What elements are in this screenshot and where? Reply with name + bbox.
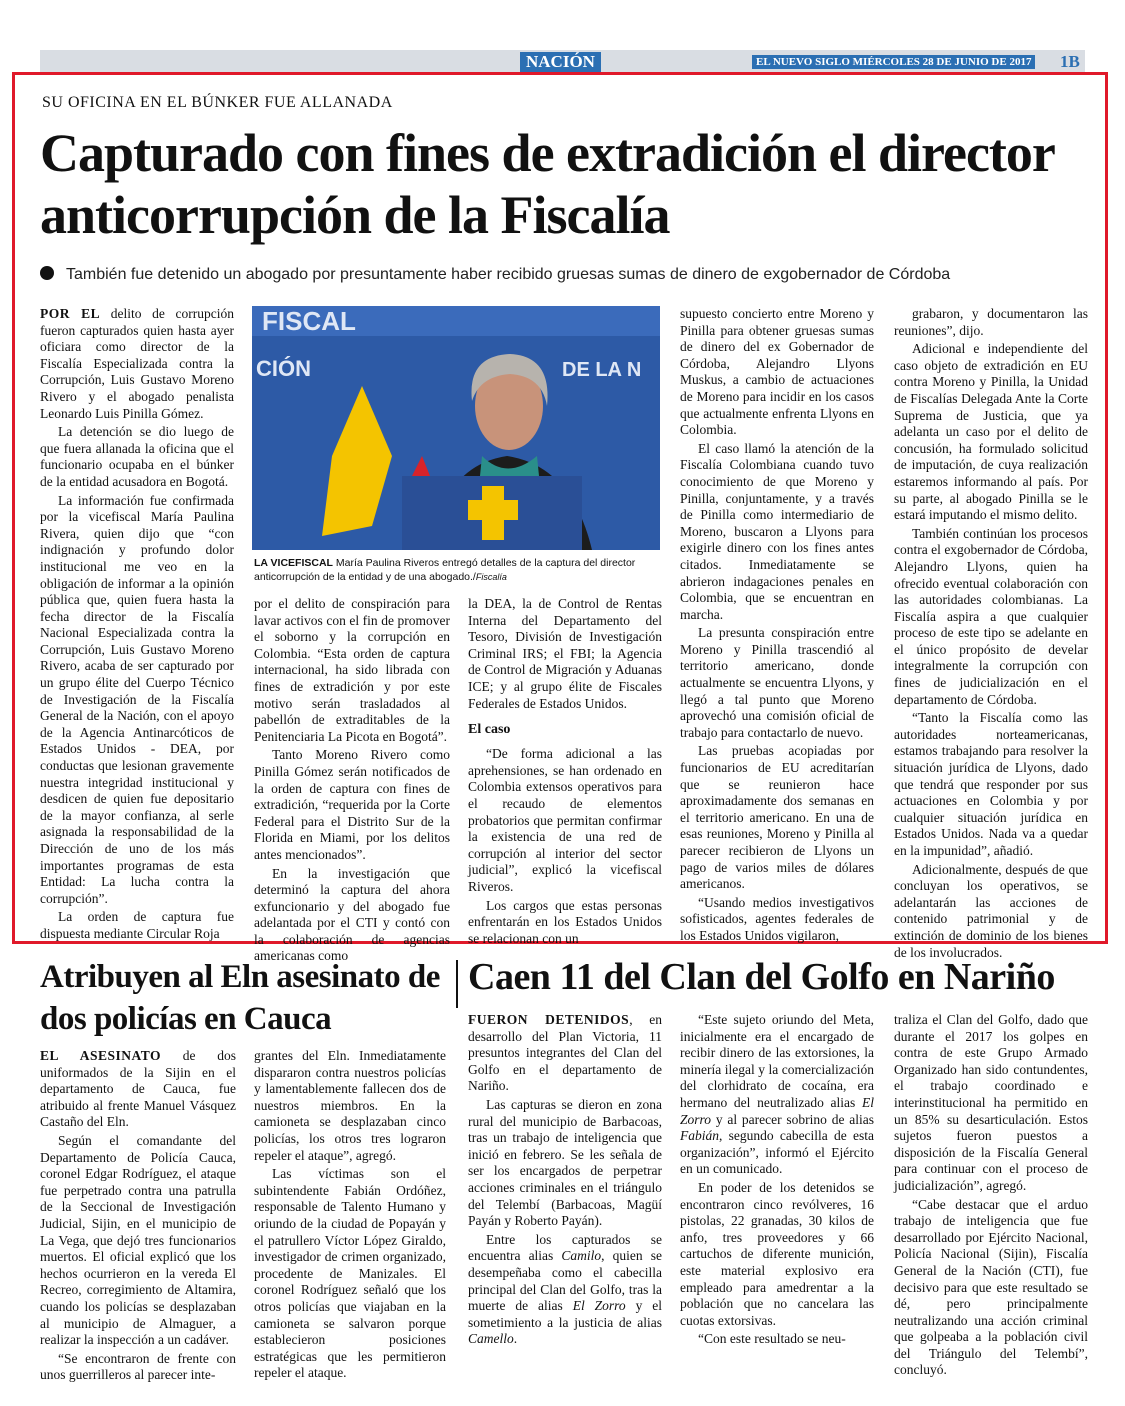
paragraph: Las capturas se dieron en zona rural del municipio de Barbacoas, tras un trabajo de inteligencia que inició en febrero. Se les señala de ser los encargados de perpetrar acciones criminales en el triángulo del Telembí (Barbacoas, Magüí Payán y Roberto Payán). <box>468 1096 662 1229</box>
vicefiscal-photo-illustration <box>252 306 660 550</box>
lead-in: EL ASESINATO <box>40 1048 162 1063</box>
paragraph: grabaron, y documentaron las reuniones”, dijo. <box>894 306 1088 338</box>
paragraph: En la investigación que determinó la captura del ahora exfuncionario y del abogado fue adelantada por el CTI y contó con la colaboración de agencias americanas como <box>254 865 450 964</box>
paragraph: “Con este resultado se neu- <box>698 1331 846 1347</box>
paragraph: Adicionalmente, después de que concluyan los operativos, se adelantarán las acciones de contenido patrimonial y de extinción de dominio de los bienes de los involucrados. <box>894 861 1088 960</box>
paragraph: grantes del Eln. Inmediatamente dispararon contra nuestros policías y lamentablemente fallecen dos de nuestros miembros. En la camioneta se desplazaban cinco policías, los otros tres lograron repeler el ataque”, agregó. <box>254 1048 446 1163</box>
paragraph-text: . <box>513 1331 518 1347</box>
story2-column-1 <box>40 1048 236 1386</box>
alias-name: El Zorro <box>680 1094 874 1127</box>
kicker: SU OFICINA EN EL BÚNKER FUE ALLANADA <box>42 94 393 111</box>
lead-in: FUERON DETENIDOS <box>468 1012 630 1027</box>
paragraph <box>40 1048 236 1131</box>
story3-column-3 <box>894 1012 1088 1381</box>
vicefiscal-photo <box>252 306 660 550</box>
paragraph-text: , quien se desempeñaba como el cabecilla principal del Clan del Golfo, tras la muerte de alias <box>468 1248 662 1314</box>
story2-headline: Atribuyen al Eln asesinato de dos policías en Cauca <box>40 959 440 1037</box>
paragraph: “Cabe destacar que el arduo trabajo de inteligencia que fue desarrollado por Ejército Nacional, Policía Nacional (Sijin), Fiscalía General de la Nación (CTI), fue decisivo para que este resultado se dé, pero principalmente neutralizando una acción criminal que golpeaba a la población civil del Triángulo del Telembí”, concluyó. <box>894 1196 1088 1378</box>
paragraph <box>468 1012 662 1095</box>
section-subhead: El caso <box>468 722 511 738</box>
sign-text: DE LA N <box>562 359 642 381</box>
alias-name: Camilo <box>561 1248 602 1264</box>
headline-divider <box>456 960 458 1008</box>
paragraph-text: delito de corrupción fueron capturados quien hasta ayer oficiara como director de la Fiscalía Especializada contra la Corrupción, Luis Gustavo Moreno Rivero y el abogado penalista Leonardo Luis Pinilla Gómez. <box>40 306 235 421</box>
page-number: 1B <box>1060 52 1080 71</box>
paragraph: “De forma adicional a las aprehensiones, se han ordenado en Colombia extensos operativos para el recaudo de elementos probatorios que permitan confirmar la existencia de una red de corrupción al interior del sector judicial”, explicó la vicefiscal Riveros. <box>468 746 662 894</box>
paragraph: También continúan los procesos contra el exgobernador de Córdoba, Alejandro Llyons, quien ha ofrecido eventual colaboración con las autoridades colombianas. La Fiscalía aspira a que cualquier proceso de este tipo se adelante en el único propósito de develar integralmente la corrupción con fines de judicialización en el departamento de Córdoba. <box>894 525 1088 707</box>
paragraph-text: de dos uniformados de la Sijin en el departamento de Cauca, fue atribuido al frente Manuel Vásquez Castaño del Eln. <box>40 1048 236 1130</box>
paragraph: Tanto Moreno Rivero como Pinilla Gómez serán notificados de la orden de captura con fines de extradición, “requerida por la Corte Federal para el Distrito Sur de la Florida en Miami, por los delitos antes mencionados”. <box>254 747 450 862</box>
paragraph: En poder de los detenidos se encontraron cinco revólveres, 16 pistolas, 22 granadas, 30 kilos de anfo, tres proveedores y 66 cartuchos de diferente munición, este material explosivo era empleado para amedrentar a la población que no cancelara las cuotas extorsivas. <box>680 1179 874 1328</box>
paragraph: La presunta conspiración entre Moreno y Pinilla trascendió al territorio americano, donde actualmente se encuentra Llyons, y llegó a tal punto que Moreno aprovechó una comisión oficial de trabajo para contactarlo de nuevo. <box>680 625 874 740</box>
photo-credit: Fiscalía <box>475 572 507 582</box>
paragraph-text: y el sometimiento a la justicia de alias <box>468 1298 663 1330</box>
paragraph <box>680 1012 874 1178</box>
paragraph: “Se encontraron de frente con unos guerrilleros al parecer inte- <box>40 1350 236 1383</box>
paragraph: “Tanto la Fiscalía como las autoridades norteamericanas, estamos trabajando para resolver la situación jurídica de Llyons, dado que tendrá que responder por sus actuaciones en Colombia y por cualquier situación jurídica en Estados Unidos. Nada va a quedar en la impunidad”, añadió. <box>894 710 1088 858</box>
photo-caption <box>254 556 664 584</box>
alias-name: Camello <box>468 1331 514 1347</box>
main-story-column-2 <box>254 596 450 967</box>
story3-column-1 <box>468 1012 662 1350</box>
publication-date: EL NUEVO SIGLO MIÉRCOLES 28 DE JUNIO DE 2017 <box>752 55 1035 69</box>
section-name: NACIÓN <box>520 52 601 72</box>
main-headline: Capturado con fines de extradición el director anticorrupción de la Fiscalía <box>40 123 1054 245</box>
paragraph-text: , en desarrollo del Plan Victoria, 11 presuntos integrantes del Clan del Golfo en el departamento de Nariño. <box>468 1012 662 1094</box>
paragraph: La orden de captura fue dispuesta mediante Circular Roja <box>40 909 234 941</box>
story2-column-2 <box>254 1048 446 1384</box>
paragraph-text: “Este sujeto oriundo del Meta, inicialmente era el encargado de recibir dinero de las extorsiones, la minería ilegal y la comercialización del clorhidrato de cocaína, era hermano del neutralizado alias <box>680 1012 874 1110</box>
paragraph: Adicional e independiente del caso objeto de extradición en EU contra Moreno y Pinilla, la Unidad de Fiscalías Delegada Ante la Corte Suprema de Justicia, que ya adelanta un caso por el delito de concusión, ha formulado solicitud de imputación, de cuya realización estaremos informando al país. Por su parte, al abogado Pinilla se le estará imputando el mismo delito. <box>894 341 1088 523</box>
paragraph: supuesto concierto entre Moreno y Pinilla para obtener gruesas sumas de dinero del ex Gobernador de Córdoba, Alejandro Llyons Muskus, a cambio de actuaciones de Moreno para incidir en los casos que actualmente enfrenta Llyons en Colombia. <box>680 306 874 438</box>
paragraph: traliza el Clan del Golfo, dado que durante el 2017 los golpes en contra de este Grupo Armado Organizado han sido contundentes, el trabajo coordinado e interinstitucional ha permitido en un 85% su desarticulación. Estos sujetos fueron puestos a disposición de la Fiscalía General para continuar con el proceso de judicialización”, agregó. <box>894 1012 1088 1193</box>
alias-name: El Zorro <box>572 1298 626 1314</box>
main-story-column-5 <box>894 306 1088 963</box>
paragraph: Las víctimas son el subintendente Fabián Ordóñez, responsable de Talento Humano y oriundo de la ciudad de Popayán y el patrullero Víctor López Giraldo, investigador de crimen organizado, procedente de Manizales. El coronel Rodríguez señaló que los otros policías que viajaban en la camioneta se salvaron porque establecieron posiciones estratégicas que les permitieron repeler el ataque. <box>254 1166 446 1381</box>
paragraph: la DEA, la de Control de Rentas Interna del Departamento del Tesoro, División de Investigación Criminal IRS; el FBI; la Agencia de Control de Migración y Aduanas ICE; y al grupo élite de Fiscales Federales de Estados Unidos. <box>468 596 662 711</box>
sign-text: CIÓN <box>256 356 311 381</box>
main-story-column-3 <box>468 596 662 949</box>
subheadline-text: También fue detenido un abogado por presuntamente haber recibido gruesas sumas de dinero de exgobernador de Córdoba <box>66 266 951 283</box>
caption-text: María Paulina Riveros entregó detalles de la captura del director anticorrupción de la entidad y de una abogado./ <box>254 557 636 583</box>
lead-in: POR EL <box>40 306 101 321</box>
alias-name: Fabián <box>680 1128 719 1144</box>
paragraph-text: Entre los capturados se encuentra alias <box>468 1231 662 1264</box>
main-story-column-4 <box>680 306 874 947</box>
sign-text: FISCAL <box>262 306 356 336</box>
caption-label: LA VICEFISCAL <box>254 557 333 569</box>
story3-column-2 <box>680 1012 874 1350</box>
paragraph <box>40 306 234 422</box>
paragraph-text: y al parecer sobrino de alias <box>711 1111 874 1127</box>
subheadline <box>40 266 1090 284</box>
paragraph: Las pruebas acopiadas por funcionarios de EU acreditarían que se reunieron hace aproximadamente dos semanas en el territorio americano. En una de esas reuniones, Moreno y Pinilla al parecer recibieron de Llyons un pago de varios miles de dólares americanos. <box>680 743 874 892</box>
bullet-icon <box>40 266 54 280</box>
paragraph <box>468 1232 662 1348</box>
paragraph: por el delito de conspiración para lavar activos con el fin de promover el soborno y la corrupción en Colombia. “Esta orden de captura internacional, ha sido librada con fines de extradición y por este motivo serán trasladados al pabellón de extraditables de la Penitenciaria La Picota en Bogotá”. <box>254 596 450 744</box>
paragraph: Los cargos que estas personas enfrentarán en los Estados Unidos se relacionan con un <box>468 897 662 946</box>
paragraph: “Usando medios investigativos sofisticados, agentes federales de los Estados Unidos vigilaron, <box>680 894 874 943</box>
paragraph: Según el comandante del Departamento de Policía Cauca, coronel Edgar Rodríguez, el ataque fue perpetrado contra una patrulla de la Seccional de Investigación Judicial, Sijin, en el municipio de La Vega, que dejó tres funcionarios muertos. El oficial explicó que los hechos ocurrieron en la vereda El Recreo, corregimiento de Altamira, cuando los policías se desplazaban al municipio de Almaguer, a realizar la inspección a un cadáver. <box>40 1132 236 1348</box>
story3-headline: Caen 11 del Clan del Golfo en Nariño <box>468 956 1055 998</box>
paragraph: La información fue confirmada por la vicefiscal María Paulina Rivera, quien dijo que “con indignación y profundo dolor institucional me veo en la obligación de informar a la opinión pública que, quien fuera hasta la fecha director de la Fiscalía Nacional Especializada contra la Corrupción, Luis Gustavo Moreno Rivero, acaba de ser capturado por un grupo élite del Cuerpo Técnico de Investigación de la Fiscalía General de la Nación, con el apoyo de la Agencia Antinarcóticos de Estados Unidos - DEA, por conductas que lesionan gravemente nuestra integridad institucional y desdicen de quien fue depositario de la mayor confianza, al serle asignada la responsabilidad de la Dirección de uno de los más importantes programas de esta Entidad: La lucha contra la corrupción”. <box>40 492 234 906</box>
paragraph-text: , segundo cabecilla de esta organización”, informó el Ejército en un comunicado. <box>680 1128 874 1177</box>
paragraph: La detención se dio luego de que fuera allanada la oficina que el funcionario ocupaba en el búnker de la entidad acusadora en Bogotá. <box>40 424 234 489</box>
main-story-column-1 <box>40 306 234 945</box>
paragraph: El caso llamó la atención de la Fiscalía Colombiana cuando tuvo conocimiento de que Moreno y Pinilla, conjuntamente, y a través de Pinilla como intermediario de Moreno, buscaron a Llyons para exigirle dinero con los fines antes citados. Inmediatamente se abrieron indagaciones penales en Colombia, que se encuentran en marcha. <box>680 440 874 622</box>
